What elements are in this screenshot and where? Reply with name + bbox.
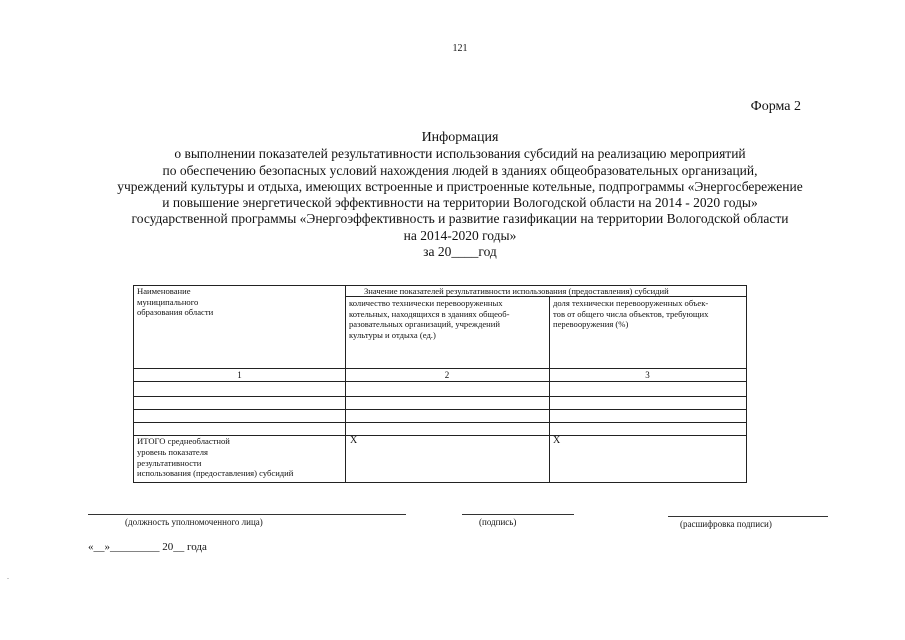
page-number: 121 bbox=[452, 43, 468, 54]
table-divider bbox=[134, 368, 746, 369]
results-table bbox=[133, 285, 747, 483]
column-number: 3 bbox=[645, 370, 650, 380]
title-line: по обеспечению безопасных условий нахождения людей в зданиях общеобразовательных организаций, bbox=[162, 162, 758, 178]
total-row-label: ИТОГО среднеобластной уровень показателя результативности использования (предоставления) субсидий bbox=[137, 436, 294, 479]
position-signature-line bbox=[88, 514, 406, 515]
signature-caption: (подпись) bbox=[479, 517, 517, 527]
total-col3-value: X bbox=[553, 435, 561, 446]
form-label: Форма 2 bbox=[750, 99, 801, 114]
group-header: Значение показателей результативности использования (предоставления) субсидий bbox=[364, 286, 669, 296]
column-number: 2 bbox=[444, 370, 450, 380]
decoding-caption: (расшифровка подписи) bbox=[680, 519, 772, 529]
signature-line bbox=[462, 514, 574, 515]
title-line: государственной программы «Энергоэффективность и развитие газификации на территории Вологодской области bbox=[131, 211, 789, 227]
table-divider bbox=[134, 422, 746, 423]
col3-header: доля технически перевооруженных объек- тов от общего числа объектов, требующих перевооружения (%) bbox=[553, 298, 709, 330]
title-line: на 2014-2020 годы» bbox=[403, 227, 517, 243]
total-col2-value: X bbox=[350, 435, 358, 446]
table-divider bbox=[134, 396, 746, 397]
decoding-signature-line bbox=[668, 516, 828, 517]
title-line: Информация bbox=[421, 130, 499, 145]
table-divider bbox=[549, 296, 550, 482]
table-divider bbox=[345, 286, 346, 482]
table-divider bbox=[134, 381, 746, 382]
column-number: 1 bbox=[237, 370, 242, 380]
col2-header: количество технически перевооруженных котельных, находящихся в зданиях общеоб- разовательных организаций, учреждений культуры и отдыха (ед.) bbox=[349, 298, 510, 340]
title-line: учреждений культуры и отдыха, имеющих встроенные и пристроенные котельные, подпрограммы «Энергосбережение bbox=[117, 178, 803, 194]
document-title bbox=[80, 130, 840, 260]
table-divider bbox=[134, 409, 746, 410]
date-line: «__»_________ 20__ года bbox=[88, 541, 207, 553]
title-line: и повышение энергетической эффективности на территории Вологодской области на 2014 - 2020 годы» bbox=[162, 195, 758, 211]
col1-header: Наименование муниципального образования области bbox=[137, 286, 214, 318]
title-line: за 20____год bbox=[423, 244, 497, 260]
title-line: о выполнении показателей результативности использования субсидий на реализацию мероприятий bbox=[174, 146, 746, 162]
margin-mark: . bbox=[7, 572, 9, 581]
position-caption: (должность уполномоченного лица) bbox=[125, 517, 263, 527]
